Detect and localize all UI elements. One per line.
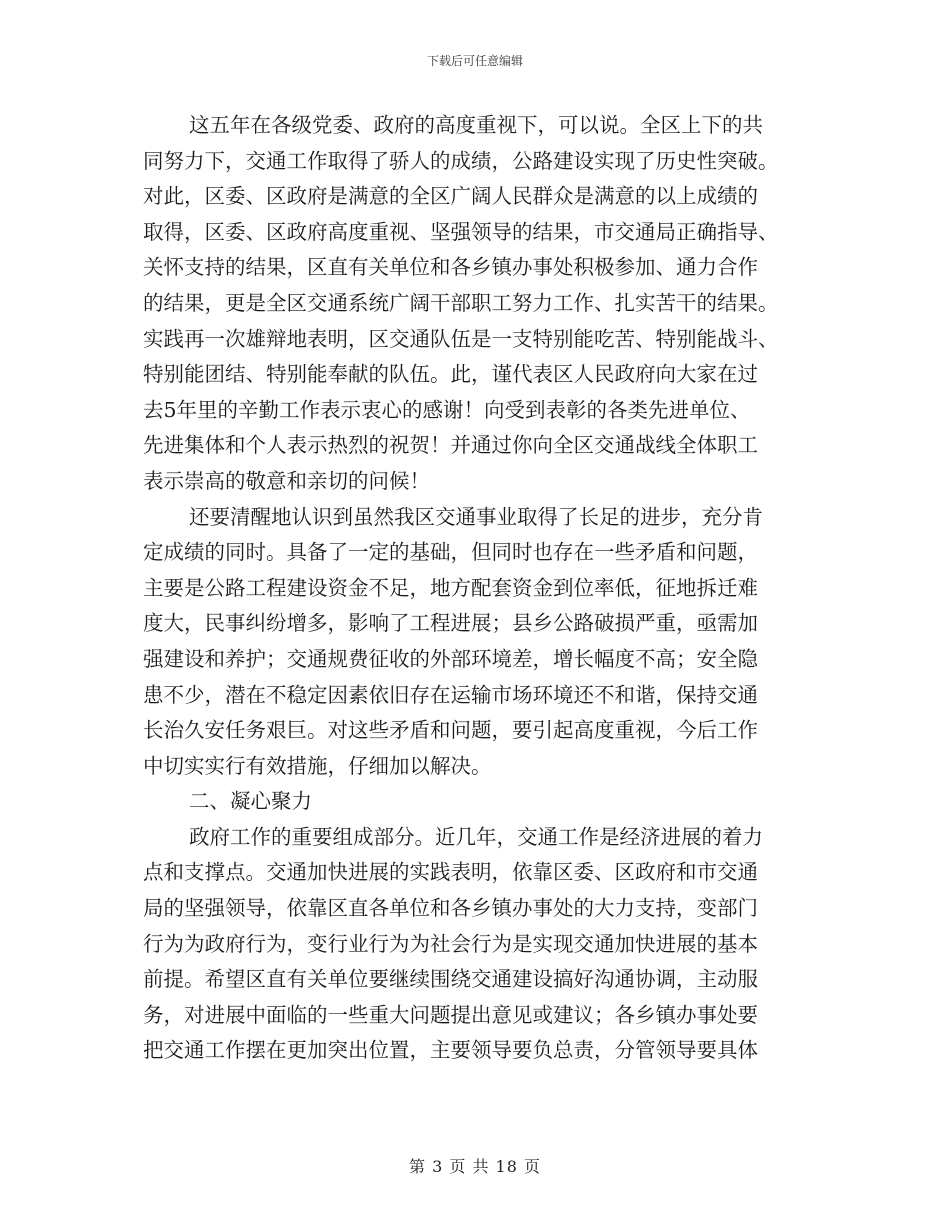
text-line: 点和支撑点。交通加快进展的实践表明，依靠区委、区政府和市交通 [143,860,758,885]
section-heading: 二、凝心聚力 [189,789,312,814]
text-line: 同努力下，交通工作取得了骄人的成绩，公路建设实现了历史性突破。 [143,148,779,173]
text-line: 定成绩的同时。具备了一定的基础，但同时也存在一些矛盾和问题， [143,540,758,565]
text-line: 局的坚强领导，依靠区直各单位和各乡镇办事处的大力支持，变部门 [143,896,758,921]
text-line: 特别能团结、特别能奉献的队伍。此，谨代表区人民政府向大家在过 [143,362,758,387]
text-line: 行为为政府行为，变行业行为为社会行为是实现交通加快进展的基本 [143,931,758,956]
text-line: 务，对进展中面临的一些重大问题提出意见或建议；各乡镇办事处要 [143,1002,758,1027]
text-line: 实践再一次雄辩地表明，区交通队伍是一支特别能吃苦、特别能战斗、 [143,326,779,351]
text-line: 关怀支持的结果，区直有关单位和各乡镇办事处积极参加、通力合作 [143,255,758,280]
text-line: 患不少，潜在不稳定因素依旧存在运输市场环境还不和谐，保持交通 [143,682,758,707]
text-line: 先进集体和个人表示热烈的祝贺！并通过你向全区交通战线全体职工 [143,433,758,458]
text-line: 的结果，更是全区交通系统广阔干部职工努力工作、扎实苦干的结果。 [143,290,779,315]
text-line: 前提。希望区直有关单位要继续围绕交通建设搞好沟通协调，主动服 [143,967,758,992]
document-body [143,108,810,1069]
text-line: 取得，区委、区政府高度重视、坚强领导的结果，市交通局正确指导、 [143,219,779,244]
text-line: 强建设和养护；交通规费征收的外部环境差，增长幅度不高；安全隐 [143,646,758,671]
page-header: 下载后可任意编辑 [426,54,523,68]
text-line: 表示崇高的敬意和亲切的问候！ [143,468,430,493]
text-line: 政府工作的重要组成部分。近几年，交通工作是经济进展的着力 [189,824,763,849]
text-line: 长治久安任务艰巨。对这些矛盾和问题，要引起高度重视，今后工作 [143,718,758,743]
page-number-footer: 第 3 页 共 18 页 [409,1157,541,1176]
text-line: 去5年里的辛勤工作表示衷心的感谢！向受到表彰的各类先进单位、 [143,397,751,422]
text-line: 主要是公路工程建设资金不足，地方配套资金到位率低，征地拆迁难 [143,575,758,600]
text-line: 中切实实行有效措施，仔细加以解决。 [143,753,492,778]
text-line: 还要清醒地认识到虽然我区交通事业取得了长足的进步，充分肯 [189,504,763,529]
text-line: 把交通工作摆在更加突出位置，主要领导要负总责，分管领导要具体 [143,1038,758,1063]
text-line: 这五年在各级党委、政府的高度重视下，可以说。全区上下的共 [189,113,763,137]
text-line: 度大，民事纠纷增多，影响了工程进展；县乡公路破损严重，亟需加 [143,611,758,636]
text-line: 对此，区委、区政府是满意的全区广阔人民群众是满意的以上成绩的 [143,184,758,209]
